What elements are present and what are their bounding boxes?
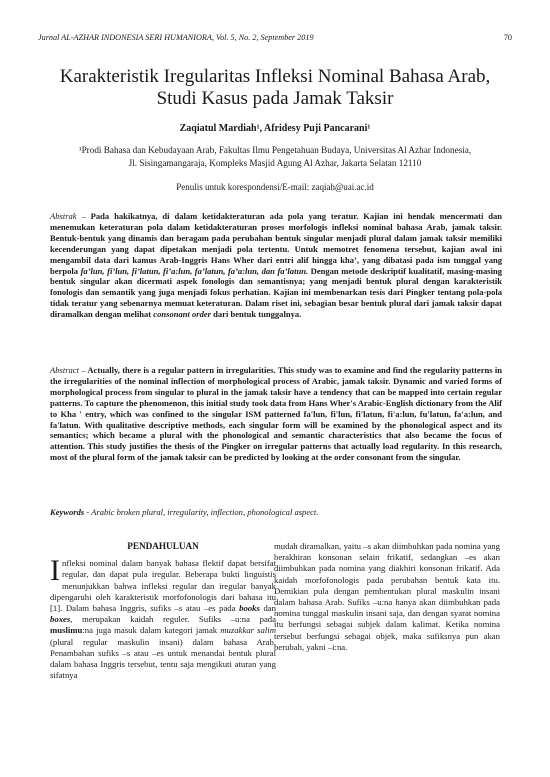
example-word: boxes bbox=[50, 614, 71, 625]
keywords-text: - Arabic broken plural, irregularity, inflection, phonological aspect. bbox=[84, 507, 319, 517]
affiliation-line-2: Jl. Sisingamangaraja, Kompleks Masjid Agung Al Azhar, Jakarta Selatan 12110 bbox=[128, 157, 422, 168]
abstract-text-3: dari bentuk tunggalnya. bbox=[211, 309, 302, 320]
abstract-indonesian bbox=[50, 211, 502, 320]
page-number: 70 bbox=[503, 33, 512, 42]
abstract-emphasis: consonant order bbox=[153, 309, 212, 320]
abstract-label: Abstrak – bbox=[50, 211, 86, 221]
title-line-1: Karakteristik Iregularitas Infleksi Nominal Bahasa Arab, bbox=[59, 66, 491, 87]
abstract-en-text: Actually, there is a regular pattern in irregularities. This study was to examine and find the regularity patterns in the irregularities of the nominal inflection of morphological process of Arabic, jamak taksir. Dynamic and varied forms of morphological process from singular to plural in the jamak taksir have a tendency that can be mapped into certain regular patterns. To capture the phenomenon, this initial study took data from Hans Wher's Arabic-English dictionary from the Alif to Kha ' entry, which was confined to the singular ISM patterned fa'lun, fi'lun, fi'latun, fi'a:lun, fu'latun, fa'a:lun, and fa'latun. With qualitative descriptive methods, each singular form will be examined by the phonological aspect and its semantics; which became a plural with the phonological and semantic characteristics that also became the focus of attention. This study justifies the thesis of the Pingker on irregular patterns that actually load regularity. In this research, most of the plural form of the jamak taksir can be predicted by looking at the order consonant from the singular. bbox=[50, 365, 503, 463]
keywords bbox=[50, 507, 502, 517]
correspondence-email: Penulis untuk korespondensi/E-mail: zaqiah@uai.ac.id bbox=[176, 182, 374, 192]
abstract-text: Pada hakikatnya, di dalam ketidakteraturan ada pola yang teratur. Kajian ini hendak mencermati dan menemukan keteraturan pola dalam ketidakteraturan proses morfologis infleksi nominal bahasa Arab, jamak taksir. Bentuk-bentuk yang dinamis dan beragam pada perubahan bentuk singular menjadi plural dalam jamak taksir memiliki kecenderungan yang dapat dipetakan menjadi pola tertentu. Untuk memotret fenomena tersebut, kajian awal ini mengambil data dari kamus Arab-Inggris Hans Wher dari entri alif hingga kha’, yang dibatasi pada ism tunggal yang berpola bbox=[50, 211, 502, 276]
title-line-2: Studi Kasus pada Jamak Taksir bbox=[156, 87, 394, 109]
intro-paragraph-cont: mudah diramalkan, yaitu –s akan diimbuhkan pada nomina yang berakhiran konsonan selain frikatif, sedangkan –es akan diimbuhkan pada nomina yang diakhiri konsonan frikatif. Ada kaidah morfofonologis pada perubahan bentuk kata itu. Demikian pula dengan pembentukan plural maskulin insani dalam bahasa Arab. Sufiks –u:na hanya akan diimbuhkan pada nomina tunggal maskulin insani saja, dan dengan syarat nomina itu berfungsi sebagai subjek dalam kalimat. Ketika nomina tersebut berfungsi sebagai objek, maka sufiksnya pun akan berubah, yakni –i:na. bbox=[274, 541, 500, 652]
body-text: nfleksi nominal dalam banyak bahasa flektif dapat bersifat regular, dan dapat pula iregular. Beberapa bukti linguistis menunjukkan bahwa infleksi regular dan iregular banyak dipengaruhi oleh karakteristik morfofonologis dari bahasa itu [1]. Dalam bahasa Inggris, sufiks –s atau –es pada bbox=[50, 558, 276, 614]
abstract-patterns: fa’lun, fi’lun, fi’latun, fi’a:lun, fa’latun, fa’a:lun, dan fa’latun. bbox=[80, 265, 309, 276]
affiliation-line-1: ¹Prodi Bahasa dan Kebudayaan Arab, Fakultas Ilmu Pengetahuan Budaya, Universitas Al Azhar Indonesia, bbox=[78, 145, 472, 155]
abstract-text-2: Dengan metode deskriptif kualitatif, masing-masing bentuk singular akan dicermati aspek fonologis dan semantisnya; yang menjadi bentuk plural dengan karakteristik fonologis dan semantik yang juga menjadi fokus perhatian. Kajian ini membenarkan tesis dari Pingker tentang pola-pola tidak teratur yang sebenarnya memuat keteraturan. Dalam riset ini, sebagian besar bentuk plural dari jamak taksir dapat diramalkan dengan melihat bbox=[50, 265, 503, 320]
body-column-left bbox=[50, 541, 276, 681]
body-text: (plural regular maskulin insani) dalam bahasa Arab. Penambahan sufiks –s atau –es untuk menandai bentuk plural dalam bahasa Inggris tersebut, tentu saja mengikuti aturan yang sifatnya bbox=[50, 636, 276, 681]
affiliation bbox=[48, 144, 502, 169]
body-text: , merupakan kaidah reguler. Sufiks –u:na pada bbox=[70, 614, 276, 625]
example-word: books bbox=[239, 603, 260, 614]
author-list: Zaqiatul Mardiah¹, Afridesy Puji Pancarani¹ bbox=[179, 123, 371, 134]
intro-paragraph bbox=[50, 554, 277, 681]
abstract-english bbox=[50, 365, 502, 463]
running-header bbox=[38, 33, 512, 42]
abstract-en-label: Abstract – bbox=[50, 365, 86, 375]
paper-title bbox=[38, 66, 512, 109]
body-column-right bbox=[274, 541, 500, 653]
journal-name: Jurnal AL-AZHAR INDONESIA SERI HUMANIORA, Vol. 5, No. 2, September 2019 bbox=[38, 33, 314, 42]
body-text: dan bbox=[259, 603, 277, 614]
drop-cap: I bbox=[50, 554, 60, 588]
body-text: :na juga masuk dalam kategori jamak bbox=[82, 625, 221, 636]
term: muzakkar salim bbox=[220, 625, 276, 636]
keywords-label: Keywords bbox=[50, 507, 85, 517]
section-heading: PENDAHULUAN bbox=[127, 541, 199, 551]
example-word: muslimu bbox=[50, 625, 83, 636]
